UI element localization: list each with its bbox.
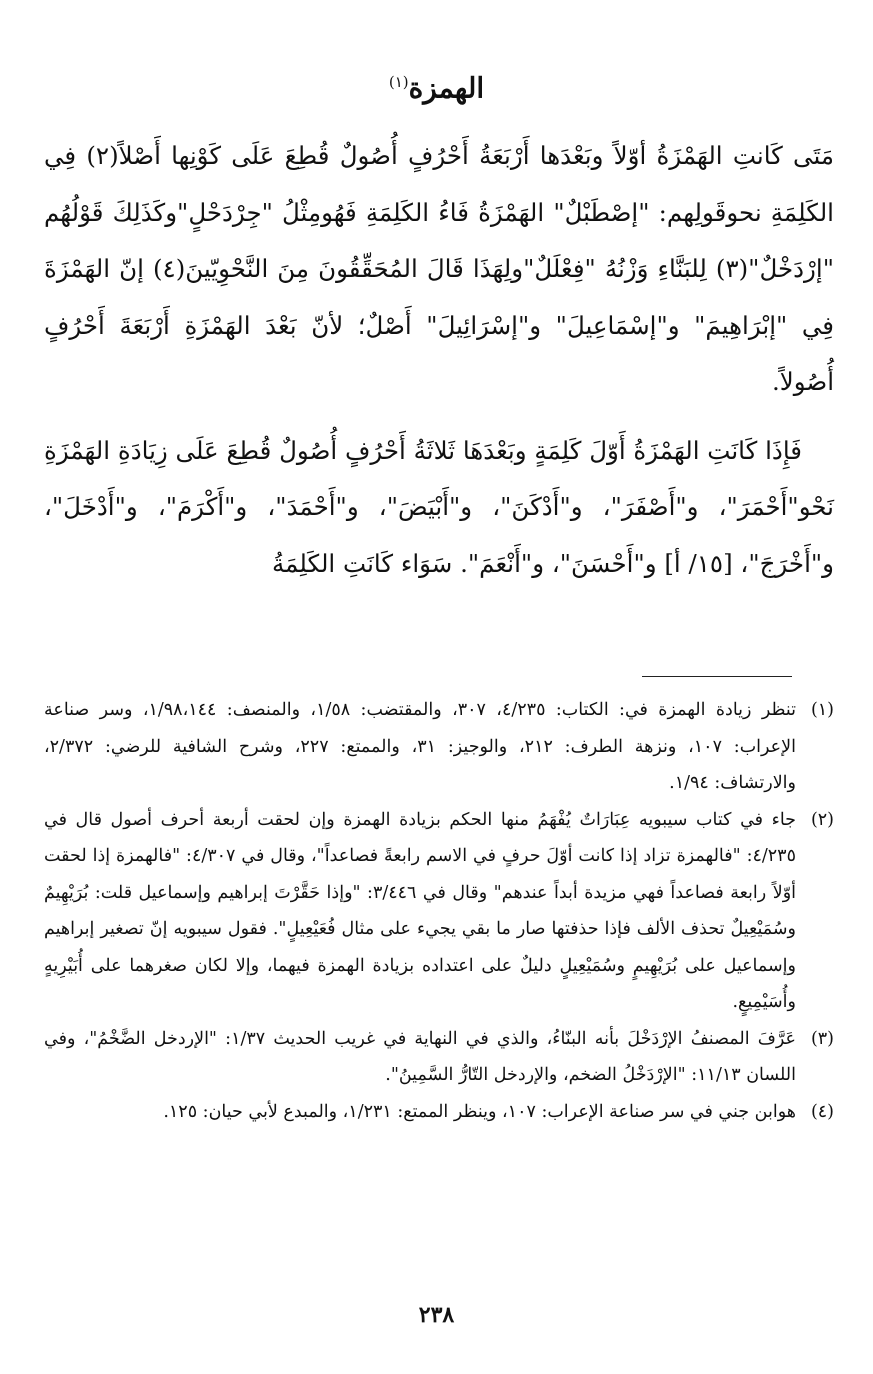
footnote-text: جاء في كتاب سيبويه عِبَارَاتٌ يُفْهَمُ منها الحكم بزيادة الهمزة وإن لحقت أربعة أحرف أصول قال في ٤/٢٣٥: "فالهمزة تزاد إذا كانت أوّلَ حرفٍ في الاسم رابعةً فصاعداً"، وقال في ٤/٣٠٧: "فالهمزة إذا لحقت أوّلاً رابعة فصاعداً فهي مزيدة أبداً عندهم" وقال في ٣/٤٤٦: "وإذا حَقَّرْتَ إبراهيم وإسماعيل قلت: بُرَيْهِيمٌ وسُمَيْعِيلٌ تحذف الألف فإذا حذفتها صار ما بقي يجيء على مثال فُعَيْعِيلٍ". فقول سيبويه إنّ تصغير إبراهيم وإسماعيل على بُرَيْهِيمٍ وسُمَيْعِيلٍ دليلٌ على اعتداده بزيادة الهمزة فيهما، وإلا لكان صغرهما على أُبَيْرِيهٍ وأُسَيْمِيعٍ. <box>44 809 797 1012</box>
footnote-separator <box>642 676 792 677</box>
footnote-number: (١) <box>810 700 834 720</box>
footnote-text: عَرَّفَ المصنفُ الإرْدَخْلَ بأنه البنّاءُ، والذي في النهاية في غريب الحديث ١/٣٧: "الإردخل الضَّخْمُ"، وفي اللسان ١١/١٣: "الإرْدَخْلُ الضخم، والإردخل التّارُّ السَّمِينُ". <box>44 1028 796 1085</box>
footnote-text: هوابن جني في سر صناعة الإعراب: ١٠٧، وينظر الممتع: ١/٢٣١، والمبدع لأبي حيان: ١٢٥. <box>163 1101 796 1122</box>
footnote-text: تنظر زيادة الهمزة في: الكتاب: ٤/٢٣٥، ٣٠٧، والمقتضب: ١/٥٨، والمنصف: ١/٩٨،١٤٤، وسر صناعة الإعراب: ١٠٧، ونزهة الطرف: ٢١٢، والوجيز: ٣١، والممتع: ٢٢٧، وشرح الشافية للرضي: ٢/٣٧٢، والارتشاف: ١/٩٤. <box>44 700 797 793</box>
footnote-number: (٢) <box>810 809 834 830</box>
page-title-text: الهمزة <box>408 71 485 105</box>
footnote-2 <box>44 802 834 1021</box>
footnote-3 <box>44 1021 834 1094</box>
footnote-number: (٤) <box>810 1101 834 1122</box>
main-paragraph-2: فَإِذَا كَانَتِ الهَمْزَةُ أَوّلَ كَلِمَةٍ وبَعْدَهَا ثَلاثَةُ أَحْرُفٍ أُصُولٌ قُطِعَ عَلَى زِيَادَةِ الهَمْزَةِ نَحْو"أَحْمَرَ"، و"أَصْفَرَ"، و"أَدْكَنَ"، و"أَبْيَضَ"، و"أَحْمَدَ"، و"أَكْرَمَ"، و"أَدْخَلَ"، و"أَخْرَجَ"، [١٥/ أ] و"أَحْسَنَ"، و"أَنْعَمَ". سَوَاء كَانَتِ الكَلِمَةُ <box>44 435 834 578</box>
page-number: ٢٣٨ <box>418 1302 455 1328</box>
footnote-number: (٣) <box>810 1028 834 1049</box>
footnote-1 <box>44 692 834 802</box>
title-footnote-ref: (١) <box>388 73 409 91</box>
footnote-4 <box>44 1094 834 1131</box>
page-title <box>0 62 873 108</box>
main-paragraph-1: مَتَى كَانتِ الهَمْزَةُ أوّلاً وبَعْدَها أَرْبَعَةُ أَحْرُفٍ أُصُولٌ قُطِعَ عَلَى كَوْنِها أَصْلاً(٢) فِي الكَلِمَةِ نحوقَولِهم: "إصْطَبْلٌ" الهَمْزَةُ فَاءُ الكَلِمَةِ فَهُومِثْلُ "جِرْدَحْلٍ"وكَذَلِكَ قَوْلُهُم "إرْدَخْلٌ"(٣) لِلبَنَّاءِ وَزْنُهُ "فِعْلَلٌ"ولِهَذَا قَالَ المُحَقِّقُونَ مِنَ النَّحْوِيّينَ(٤) إنّ الهَمْزَةَ فِي "إبْرَاهِيمَ" و"إسْمَاعِيلَ" و"إسْرَائِيلَ" أَصْلٌ؛ لأنّ بَعْدَ الهَمْزَةِ أَرْبَعَةَ أَحْرُفٍ أُصُولاً. <box>44 141 834 396</box>
footnotes <box>44 692 834 1130</box>
main-text <box>44 128 834 592</box>
